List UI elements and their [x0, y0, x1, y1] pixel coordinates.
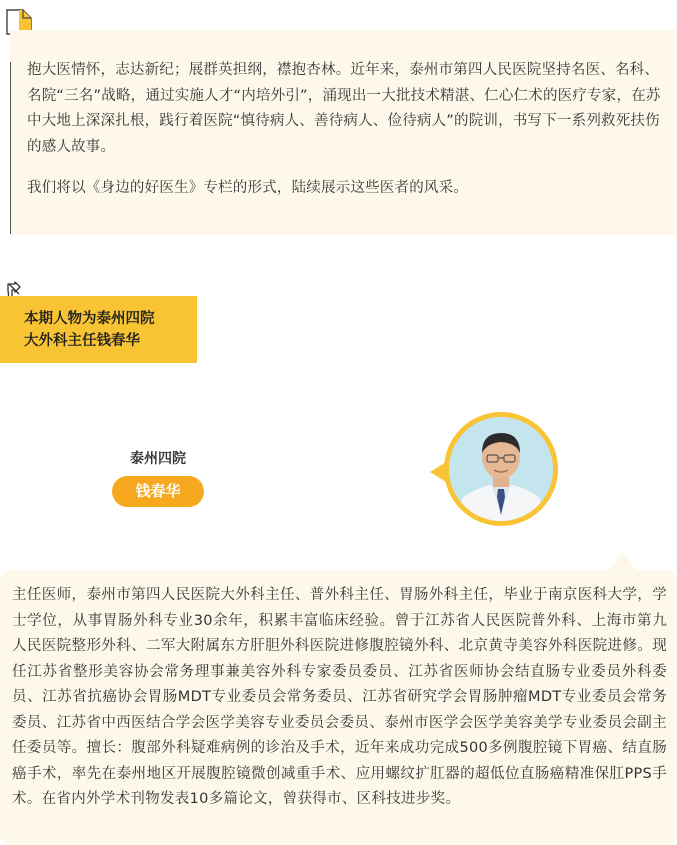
headline-line: 本期人物为泰州四院 [24, 311, 155, 327]
bio-text: 主任医师，泰州市第四人民医院大外科主任、普外科主任、胃肠外科主任，毕业于南京医科大学，学士学位，从事胃肠外科专业30余年，积累丰富临床经验。曾于江苏省人民医院普外科、上海市第九人民医院整形外科、二军大附属东方肝胆外科医院进修腹腔镜外科、北京黄寺美容外科医院进修。现任江苏省整形美容协会常务理事兼美容外科专家委员委员、江苏省医师协会结直肠专业委员外科委员、江苏省抗癌协会胃肠MDT专业委员会常务委员、江苏省研究学会胃肠肿瘤MDT专业委员会常务委员、江苏省中西医结合学会医学美容专业委员会委员、泰州市医学会医学美容美学专业委员会副主任委员等。擅长：腹部外科疑难病例的诊治及手术，近年来成功完成500多例腹腔镜下胃癌、结直肠癌手术，率先在泰州地区开展腹腔镜微创减重手术、应用螺纹扩肛器的超低位直肠癌精准保肛PPS手术。在省内外学术刊物发表10多篇论文，曾获得市、区科技进步奖。 [12, 587, 667, 807]
doctor-portrait-image [449, 417, 553, 521]
doctor-name-badge: 钱春华 [112, 476, 204, 507]
hospital-name: 泰州四院 [130, 451, 186, 467]
avatar [449, 417, 553, 521]
intro-text [27, 58, 667, 218]
intro-paragraph: 抱大医情怀，志达新纪；展群英担纲，襟抱杏林。近年来，泰州市第四人民医院坚持名医、名科、名院“三名”战略，通过实施人才“内培外引”，涌现出一大批技术精湛、仁心仁术的医疗专家，在苏中大地上深深扎根，践行着医院“慎待病人、善待病人、俭待病人”的院训，书写下一系列救死扶伤的感人故事。 [27, 62, 661, 155]
bio-notch [610, 552, 636, 570]
intro-paragraph: 我们将以《身边的好医生》专栏的形式，陆续展示这些医者的风采。 [27, 180, 468, 196]
headline-line: 大外科主任钱春华 [24, 333, 140, 349]
intro-divider [10, 62, 11, 234]
headline-banner [0, 296, 197, 363]
